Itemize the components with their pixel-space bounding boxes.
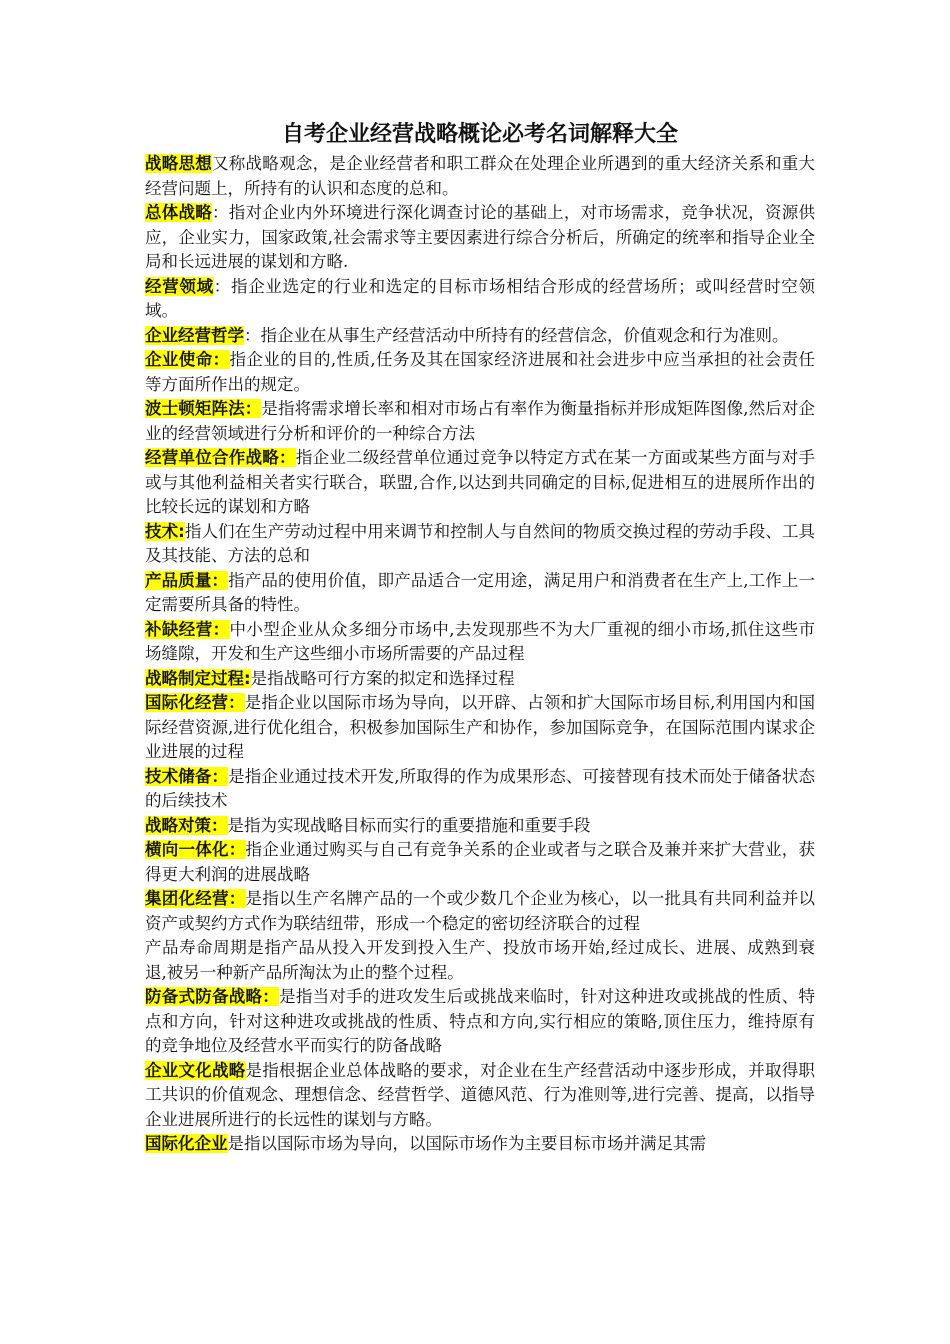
entry-definition: ：指企业在从事生产经营活动中所持有的经营信念，价值观念和行为准则。 xyxy=(244,325,789,345)
entry-definition: 中小型企业从众多细分市场中,去发现那些不为大厂重视的细小市场,抓住这些市场缝隙，开发和生产这些细小市场所需要的产品过程 xyxy=(145,619,815,663)
entry-definition: ：指企业选定的行业和选定的目标市场相结合形成的经营场所；或叫经营时空领域。 xyxy=(145,276,816,320)
entry-18 xyxy=(145,985,815,1059)
entry-7 xyxy=(145,446,815,520)
entry-definition: ：指对企业内外环境进行深化调查讨论的基础上，对市场需求，竞争状况，资源供应，企业实力，国家政策,社会需求等主要因素进行综合分析后，所确定的统率和指导企业全局和长远进展的谋划和方略. xyxy=(145,203,816,271)
entry-definition: 指企业通过购买与自己有竞争关系的企业或者与之联合及兼并来扩大营业，获得更大利润的进展战略 xyxy=(145,840,816,884)
entry-10 xyxy=(145,618,815,667)
entry-13 xyxy=(145,765,815,814)
entry-term: 企业经营哲学 xyxy=(145,325,244,345)
entry-definition: 是指将需求增长率和相对市场占有率作为衡量指标并形成矩阵图像,然后对企业的经营领域进行分析和评价的一种综合方法 xyxy=(145,399,816,443)
entry-term: 补缺经营： xyxy=(145,619,230,639)
entry-9 xyxy=(145,569,815,618)
entry-definition: 是指战略可行方案的拟定和选择过程 xyxy=(250,668,515,688)
entry-term: 防备式防备战略： xyxy=(145,987,280,1006)
entry-term: 经营单位合作战略： xyxy=(145,448,296,467)
entry-term: 技术储备： xyxy=(145,766,229,786)
entry-4 xyxy=(145,324,815,349)
entry-definition: 是指企业以国际市场为导向，以开辟、占领和扩大国际市场目标,利用国内和国际经营资源,进行优化组合，积极参加国际生产和协作，参加国际竞争，在国际范围内谋求企业进展的过程 xyxy=(145,693,816,761)
document-page xyxy=(145,120,815,1157)
entry-20 xyxy=(145,1132,815,1157)
entry-6 xyxy=(145,397,815,446)
entry-definition: 是指以国际市场为导向，以国际市场作为主要目标市场并满足其需 xyxy=(227,1134,706,1153)
document-title: 自考企业经营战略概论必考名词解释大全 xyxy=(281,122,678,147)
entry-definition: 指企业二级经营单位通过竞争以特定方式在某一方面或某些方面与对手或与其他利益相关者实行联合，联盟,合作,以达到共同确定的目标,促进相互的进展所作出的比较长远的谋划和方略 xyxy=(145,448,816,516)
entry-2 xyxy=(145,201,815,275)
entry-definition: 指企业的目的,性质,任务及其在国家经济进展和社会进步中应当承担的社会责任等方面所作出的规定。 xyxy=(145,350,815,394)
entry-12 xyxy=(145,691,815,765)
entry-term: 企业文化战略 xyxy=(145,1060,246,1080)
entry-16 xyxy=(145,887,815,936)
entry-5 xyxy=(145,348,815,397)
entry-definition: 指人们在生产劳动过程中用来调节和控制人与自然间的物质交换过程的劳动手段、工具及其技能、方法的总和 xyxy=(145,521,816,565)
entry-19 xyxy=(145,1059,815,1133)
entry-definition: 是指为实现战略目标而实行的重要措施和重要手段 xyxy=(227,815,591,835)
entry-term: 战略思想 xyxy=(145,154,213,173)
entry-term: 产品质量： xyxy=(145,570,229,590)
entry-definition: 指产品的使用价值，即产品适合一定用途，满足用户和消费者在生产上,工作上一定需要所具备的特性。 xyxy=(145,570,815,614)
entry-term: 横向一体化： xyxy=(145,840,246,859)
entry-term: 国际化经营： xyxy=(145,693,245,712)
entry-term: 波士顿矩阵法： xyxy=(145,399,262,418)
entry-term: 战略制定过程: xyxy=(145,668,251,688)
entry-term: 总体战略 xyxy=(145,203,213,222)
entry-1 xyxy=(145,152,815,201)
entry-term: 经营领域 xyxy=(145,276,214,296)
entry-definition: 又称战略观念，是企业经营者和职工群众在处理企业所遇到的重大经济关系和重大经营问题上，所持有的认识和态度的总和。 xyxy=(145,154,816,198)
entry-11 xyxy=(145,667,815,692)
entry-term: 国际化企业 xyxy=(145,1134,228,1153)
entry-definition: 是指企业通过技术开发,所取得的作为成果形态、可接替现有技术而处于储备状态的后续技术 xyxy=(145,766,815,810)
entry-3 xyxy=(145,275,815,324)
entry-definition: 是指当对手的进攻发生后或挑战来临时，针对这种进攻或挑战的性质、特点和方向，针对这种进攻或挑战的性质、特点和方向,实行相应的策略,顶住压力，维持原有的竞争地位及经营水平而实行的防备战略 xyxy=(145,987,816,1055)
entry-term: 战略对策： xyxy=(145,815,228,835)
entry-14 xyxy=(145,814,815,839)
entry-term: 技术: xyxy=(145,521,185,541)
entry-definition: 产品寿命周期是指产品从投入开发到投入生产、投放市场开始,经过成长、进展、成熟到衰退,被另一种新产品所淘汰为止的整个过程。 xyxy=(145,938,815,982)
entry-definition: 是指以生产名牌产品的一个或少数几个企业为核心，以一批具有共同利益并以资产或契约方式作为联结纽带，形成一个稳定的密切经济联合的过程 xyxy=(145,889,816,933)
entry-15 xyxy=(145,838,815,887)
entry-17 xyxy=(145,936,815,985)
entry-term: 集团化经营： xyxy=(145,889,246,908)
entry-definition: 是指根据企业总体战略的要求，对企业在生产经营活动中逐步形成，并取得职工共识的价值观念、理想信念、经营哲学、道德风范、行为准则等,进行完善、提高，以指导企业进展所进行的长远性的谋划与方略。 xyxy=(145,1060,816,1129)
entry-8 xyxy=(145,520,815,569)
entry-term: 企业使命： xyxy=(145,350,230,369)
